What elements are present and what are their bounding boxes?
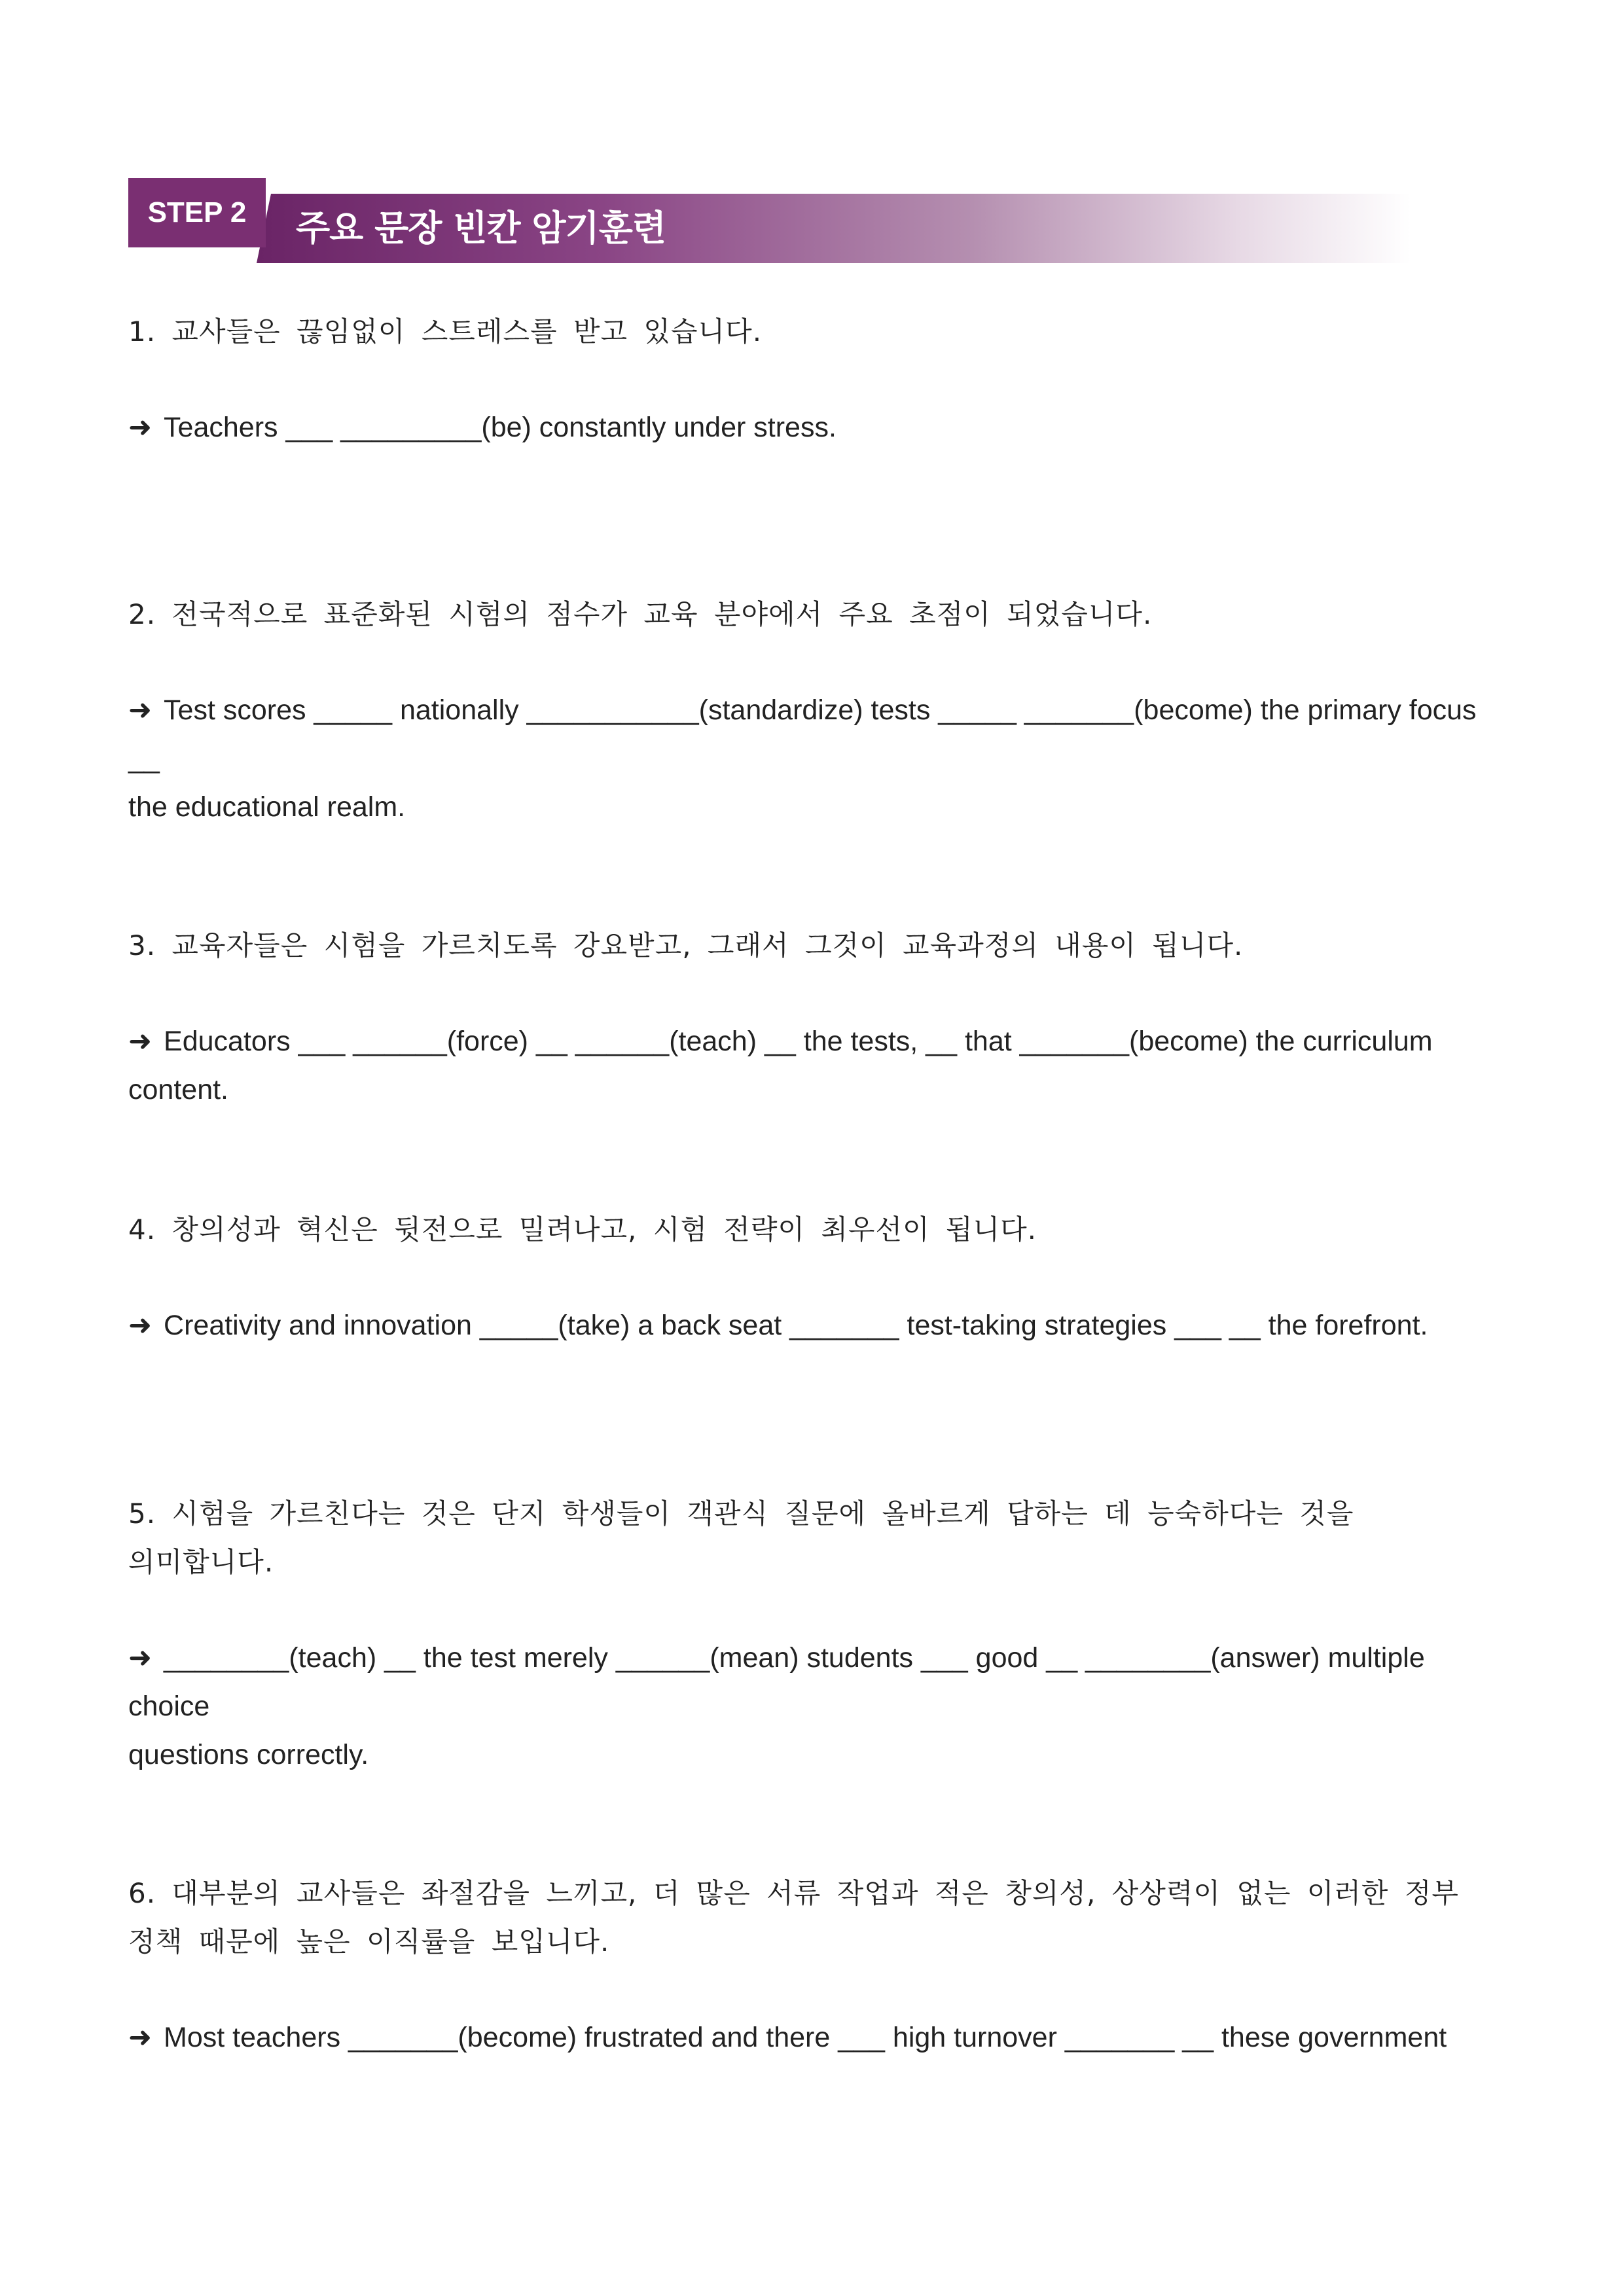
exercise-item-4 bbox=[128, 1206, 1477, 1350]
exercise-item-5 bbox=[128, 1490, 1477, 1779]
arrow-icon: ➜ bbox=[128, 2021, 153, 2054]
english-blank-text: Educators ___ ______(force) __ ______(teach) __ the tests, __ that _______(become) the curriculum content. bbox=[128, 1026, 1441, 1105]
korean-sentence: 1. 교사들은 끊임없이 스트레스를 받고 있습니다. bbox=[128, 315, 763, 348]
exercise-item-6 bbox=[128, 1869, 1477, 2062]
english-sentence bbox=[128, 403, 1477, 452]
korean-sentence: 5. 시험을 가르친다는 것은 단지 학생들이 객관식 질문에 올바르게 답하는 데 능숙하다는 것을 의미합니다. bbox=[128, 1498, 1354, 1578]
section-title: 주요 문장 빈칸 암기훈련 bbox=[296, 207, 666, 249]
korean-sentence: 2. 전국적으로 표준화된 시험의 점수가 교육 분야에서 주요 초점이 되었습니다. bbox=[128, 598, 1153, 630]
arrow-icon: ➜ bbox=[128, 1309, 153, 1342]
korean-sentence: 3. 교육자들은 시험을 가르치도록 강요받고, 그래서 그것이 교육과정의 내용이 됩니다. bbox=[128, 929, 1244, 961]
english-sentence bbox=[128, 1017, 1477, 1114]
exercise-item-1 bbox=[128, 308, 1477, 452]
english-sentence bbox=[128, 1301, 1477, 1350]
english-blank-text: Creativity and innovation _____(take) a back seat _______ test-taking strategies ___ __ the forefront. bbox=[164, 1310, 1428, 1341]
arrow-icon: ➜ bbox=[128, 411, 153, 444]
korean-sentence: 6. 대부분의 교사들은 좌절감을 느끼고, 더 많은 서류 작업과 적은 창의성, 상상력이 없는 이러한 정부 정책 때문에 높은 이직률을 보입니다. bbox=[128, 1877, 1459, 1958]
english-blank-text: ________(teach) __ the test merely ______(mean) students ___ good __ ________(answer) multiple choice questions correctly. bbox=[128, 1642, 1425, 1770]
exercise-item-2 bbox=[128, 590, 1477, 831]
arrow-icon: ➜ bbox=[128, 694, 153, 726]
step-badge: STEP 2 bbox=[128, 178, 266, 247]
english-blank-text: Test scores _____ nationally ___________(standardize) tests _____ _______(become) the primary focus __ the educational realm. bbox=[128, 694, 1477, 823]
english-blank-text: Teachers ___ _________(be) constantly under stress. bbox=[164, 412, 837, 443]
arrow-icon: ➜ bbox=[128, 1025, 153, 1058]
arrow-icon: ➜ bbox=[128, 1641, 153, 1674]
korean-sentence: 4. 창의성과 혁신은 뒷전으로 밀려나고, 시험 전략이 최우선이 됩니다. bbox=[128, 1213, 1037, 1246]
english-blank-text: Most teachers _______(become) frustrated and there ___ high turnover _______ __ these government bbox=[164, 2022, 1447, 2053]
step-header bbox=[128, 178, 1411, 267]
english-sentence bbox=[128, 686, 1477, 831]
english-sentence bbox=[128, 1634, 1477, 1779]
english-sentence bbox=[128, 2013, 1477, 2062]
exercise-item-3 bbox=[128, 922, 1477, 1114]
